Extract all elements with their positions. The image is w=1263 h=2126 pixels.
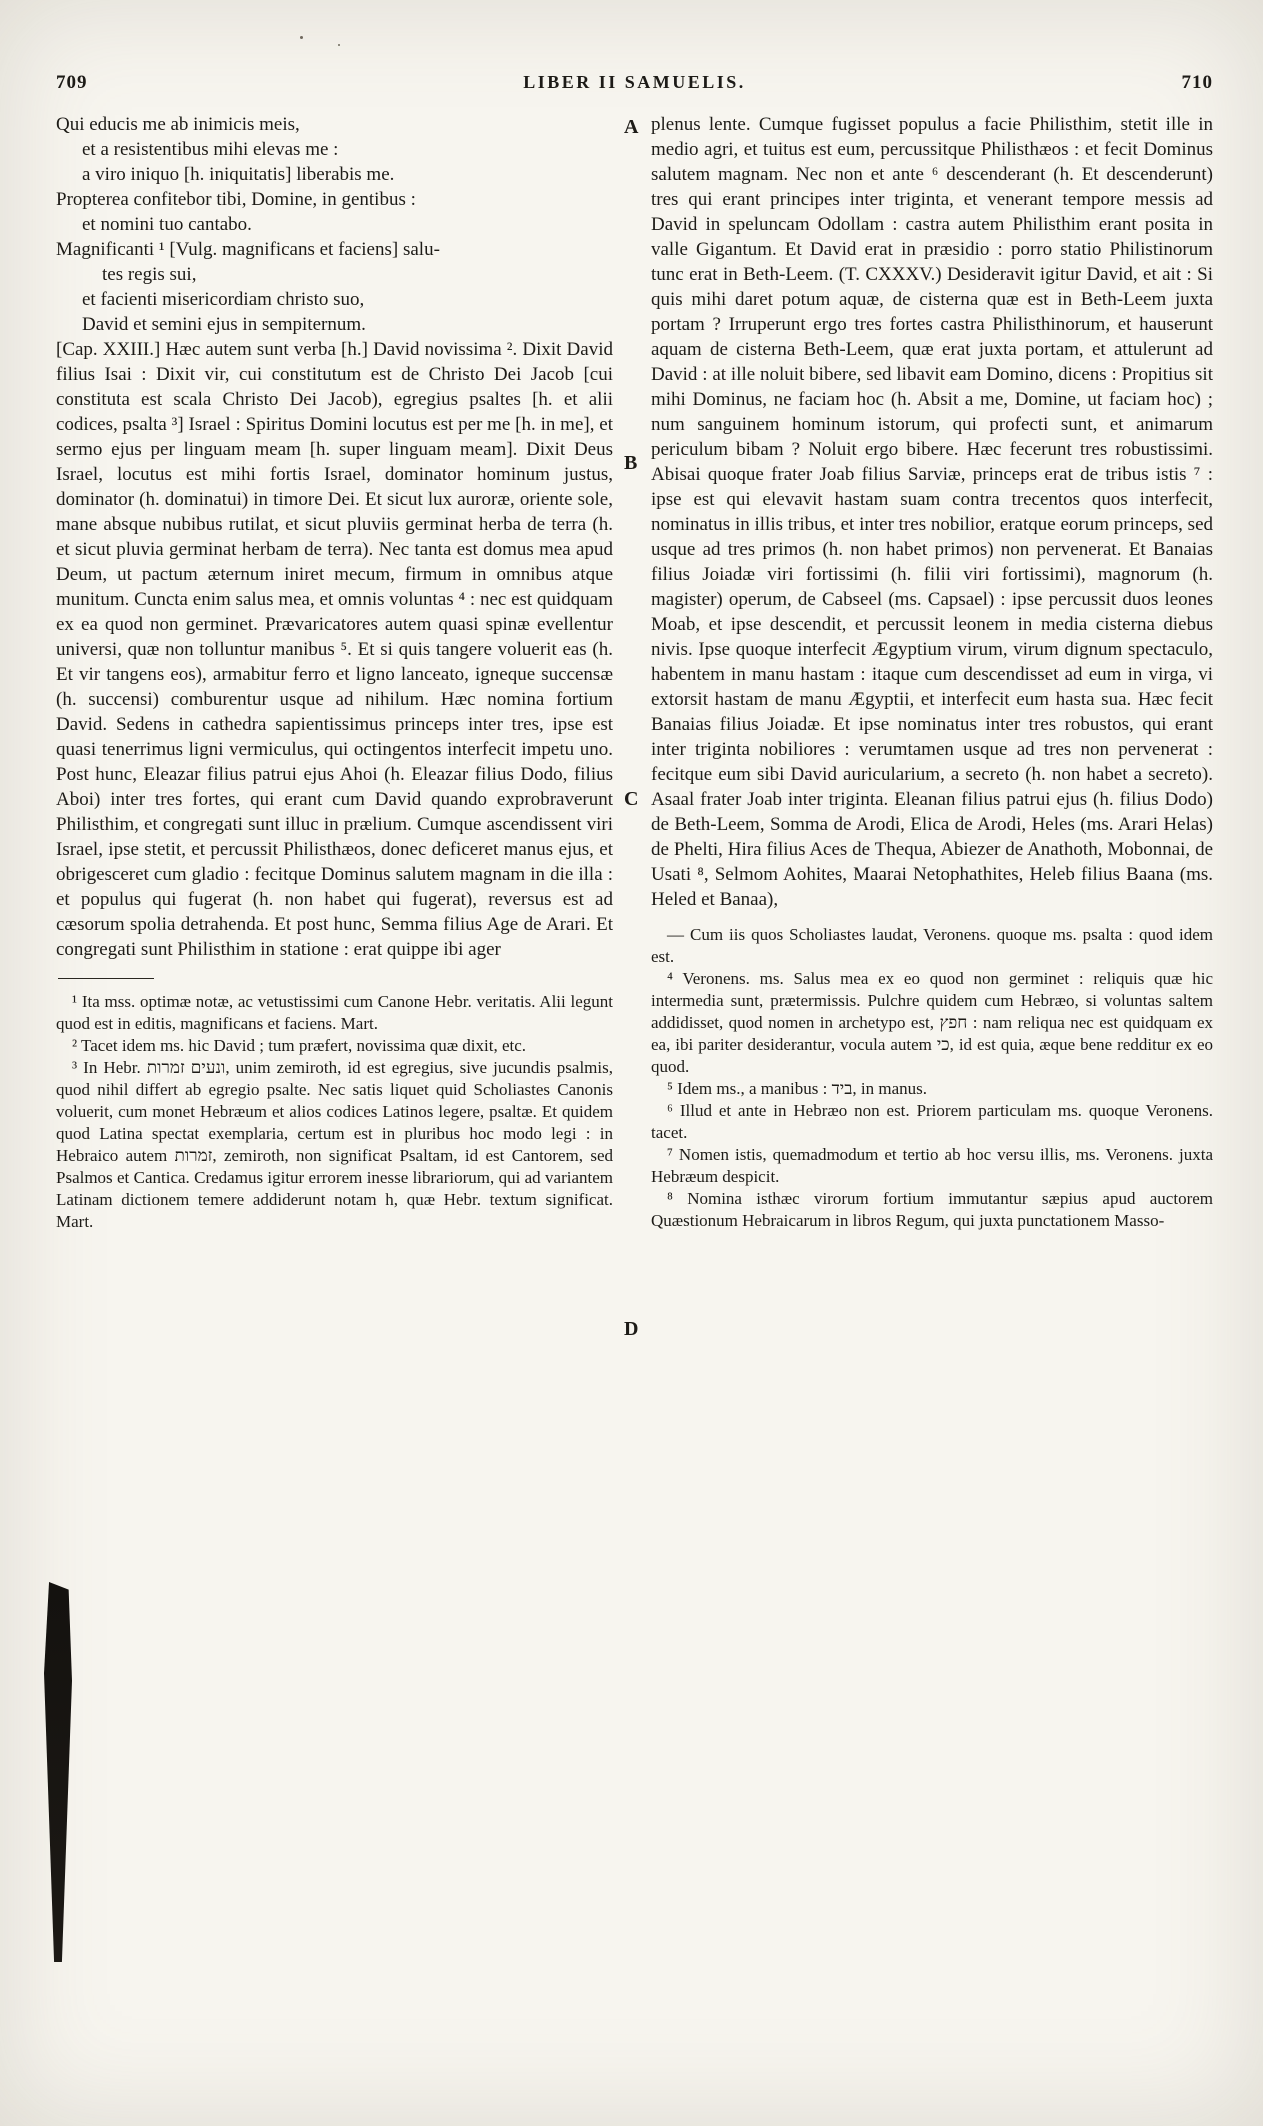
footnote: — Cum iis quos Scholiastes laudat, Veronens. quoque ms. psalta : quod idem est. [651, 925, 1213, 966]
column-marker-b: B [624, 452, 638, 474]
left-body-text: [Cap. XXIII.] Hæc autem sunt verba [h.] David novissima ². Dixit David filius Isai : Dixit vir, cui constitutum est de Christo Dei Jacob [cui constituta est scala Christo Dei Jacob), egregius psaltes [h. et alii codices, psalta ³] Israel : Spiritus Domini locutus est per me [h. in me], et sermo ejus per linguam meam [h. super linguam meam]. Dixit Deus Israel, locutus est mihi fortis Israel, dominator hominum justus, dominator (h. dominatui) in timore Dei. Et sicut lux auroræ, oriente sole, mane absque nubibus rutilat, et sicut pluviis germinat herba de terra (h. et sicut pluvia germinat herbam de terra). Nec tanta est domus mea apud Deum, ut pactum æternum iniret mecum, firmum in omnibus atque munitum. Cuncta enim salus mea, et omnis voluntas ⁴ : nec est quidquam ex ea quod non germinet. Prævaricatores autem quasi spinæ evellentur universi, quæ non tolluntur manibus ⁵. Et si quis tangere voluerit eas (h. Et vir tangens eos), armabitur ferro et ligno lanceato, igneque succensæ (h. succensi) comburentur usque ad nihilum. Hæc nomina fortium David. Sedens in cathedra sapientissimus princeps inter tres, ipse est quasi tenerrimus ligni vermiculus, qui octingentos interfecit impetu uno. Post hunc, Eleazar filius patrui ejus Ahoi (h. Eleazar filius Dodo, filius Aboi) inter tres fortes, qui erant cum David quando exprobraverunt Philisthim, et congregati sunt illuc in prælium. Cumque ascendissent viri Israel, ipse stetit, et percussit Philisthæos, donec deficeret manus ejus, et obrigesceret cum gladio : fecitque Dominus salutem magnam in die illa : et populus qui fugerat (h. non habet qui fugerat), reversus est ad cæsorum spolia detrahenda. Et post hunc, Semma filius Age de Arari. Et congregati sunt Philisthim in statione : erat quippe ibi ager [56, 339, 613, 960]
verse-line: Magnificanti ¹ [Vulg. magnificans et faciens] salu- [56, 239, 440, 260]
column-marker-a: A [624, 116, 639, 138]
scan-speck [300, 36, 303, 39]
page-number-left: 709 [56, 72, 88, 93]
verse-line: et facienti misericordiam christo suo, [82, 289, 365, 310]
text-columns [0, 94, 1263, 1233]
column-marker-d: D [624, 1318, 639, 1340]
verse-line: tes regis sui, [102, 264, 197, 285]
footnote: ² Tacet idem ms. hic David ; tum præfert, novissima quæ dixit, etc. [72, 1036, 527, 1055]
footnote: ¹ Ita mss. optimæ notæ, ac vetustissimi cum Canone Hebr. veritatis. Alii legunt quod est in editis, magnificans et faciens. Mart. [56, 992, 613, 1033]
ink-blot-artifact [44, 1582, 72, 1962]
left-footnotes [56, 991, 613, 1233]
verse-line: et nomini tuo cantabo. [82, 214, 252, 235]
running-title: LIBER II SAMUELIS. [523, 72, 746, 92]
footnote: ⁶ Illud et ante in Hebræo non est. Priorem particulam ms. quoque Veronens. tacet. [651, 1101, 1213, 1142]
right-body-text: plenus lente. Cumque fugisset populus a facie Philisthim, stetit ille in medio agri, et tuitus est eum, percussitque Philisthæos : et fecit Dominus salutem magnam. Nec non et ante ⁶ descenderant (h. Et descenderunt) tres qui erant principes inter triginta, et venerant tempore messis ad David in speluncam Odollam : castra autem Philisthim erant posita in valle Gigantum. Et David erat in præsidio : porro statio Philistinorum tunc erat in Beth-Leem. (T. CXXXV.) Desideravit igitur David, et ait : Si quis mihi daret potum aquæ, de cisterna quæ est in Beth-Leem juxta portam ? Irruperunt ergo tres fortes castra Philisthinorum, et hauserunt aquam de cisterna Beth-Leem, quæ erat juxta portam, et attulerunt ad David : at ille noluit bibere, sed libavit eam Domino, dicens : Propitius sit mihi Dominus, ne faciam hoc (h. Absit a me, Domine, ut faciam hoc) ; num sanguinem hominum istorum, qui profecti sunt, et animarum periculum bibam ? Noluit ergo bibere. Hæc fecerunt tres robustissimi. Abisai quoque frater Joab filius Sarviæ, princeps erat de tribus istis ⁷ : ipse est qui elevavit hastam suam contra trecentos quos interfecit, nominatus in illis tribus, et inter tres nobilior, eratque eorum princeps, sed usque ad tres primos (h. non habet primos) non pervenerat. Et Banaias filius Joiadæ viri fortissimi (h. filii viri fortissimi), magnorum (h. magister) operum, de Cabseel (ms. Capsael) : ipse percussit duos leones Moab, et ipse descendit, et percussit leonem in media cisterna diebus nivis. Ipse quoque interfecit Ægyptium virum, virum dignum spectaculo, habentem in manu hastam : itaque cum descendisset ad eum in virga, vi extorsit hastam de manu Ægyptii, et interfecit eum hasta sua. Hæc fecit Banaias filius Joiadæ. Et ipse nominatus inter tres robustos, qui erant inter triginta nobiliores : verumtamen usque ad tres non pervenerat : fecitque eum sibi David auricularium, a secreto (h. non habet a secreto). Asaal frater Joab inter triginta. Eleanan filius patrui ejus (h. filius Dodo) de Beth-Leem, Somma de Arodi, Elica de Arodi, Heles (ms. Arari Helas) de Phelti, Hira filius Aces de Thequa, Abiezer de Anathoth, Mobonnai, de Usati ⁸, Selmom Aohites, Maarai Netophathites, Heleb filius Baana (ms. Heled et Banaa), [651, 114, 1213, 910]
footnote-separator-rule [58, 978, 154, 979]
scan-speck [338, 44, 340, 46]
verse-line: et a resistentibus mihi elevas me : [82, 139, 339, 160]
verse-line: a viro iniquo [h. iniquitatis] liberabis me. [82, 164, 395, 185]
verse-block [56, 112, 613, 337]
footnote: ⁵ Idem ms., a manibus : ביד, in manus. [667, 1079, 928, 1098]
column-marker-c: C [624, 788, 639, 810]
footnote: ⁷ Nomen istis, quemadmodum et tertio ab hoc versu illis, ms. Veronens. juxta Hebræum despicit. [651, 1145, 1213, 1186]
footnote: ⁸ Nomina isthæc virorum fortium immutantur sæpius apud auctorem Quæstionum Hebraicarum in libros Regum, qui juxta punctationem Masso- [651, 1189, 1213, 1230]
left-column [56, 112, 613, 1233]
footnote: ³ In Hebr. ונעים זמרות, unim zemiroth, id est egregius, sive jucundis psalmis, quod nihil differt ab egregio psalte. Nec satis liquet quid Scholiastes Canonis voluerit, cum monet Hebræum et alios codices Latinos legere, psaltæ. Et quidem quod Latina spectat exemplaria, certum est in pluribus hoc modo legi : in Hebraico autem זמרות, zemiroth, non significat Psaltam, id est Cantorem, sed Psalmos et Cantica. Credamus igitur errorem inesse librariorum, qui ad variantem Latinam dictionem temere addiderunt notam h, quæ Hebr. textum significat. Mart. [56, 1058, 613, 1231]
verse-line: Qui educis me ab inimicis meis, [56, 114, 300, 135]
page-number-right: 710 [1181, 72, 1213, 93]
page-header [0, 0, 1263, 94]
column-gutter [613, 112, 651, 1233]
right-footnotes [651, 924, 1213, 1232]
right-column [651, 112, 1213, 1233]
verse-line: David et semini ejus in sempiternum. [82, 314, 366, 335]
verse-line: Propterea confitebor tibi, Domine, in gentibus : [56, 189, 416, 210]
footnote: ⁴ Veronens. ms. Salus mea ex eo quod non germinet : reliquis quæ hic intermedia sunt, prætermissis. Pulchre quidem cum Hebræo, si voluntas saltem addidisset, quod nomen in archetypo est, חפץ : nam reliqua nec est quidquam ex ea, ibi pariter desiderantur, vocula autem כי, id est quia, æque bene redditur ex eo quod. [651, 969, 1214, 1076]
